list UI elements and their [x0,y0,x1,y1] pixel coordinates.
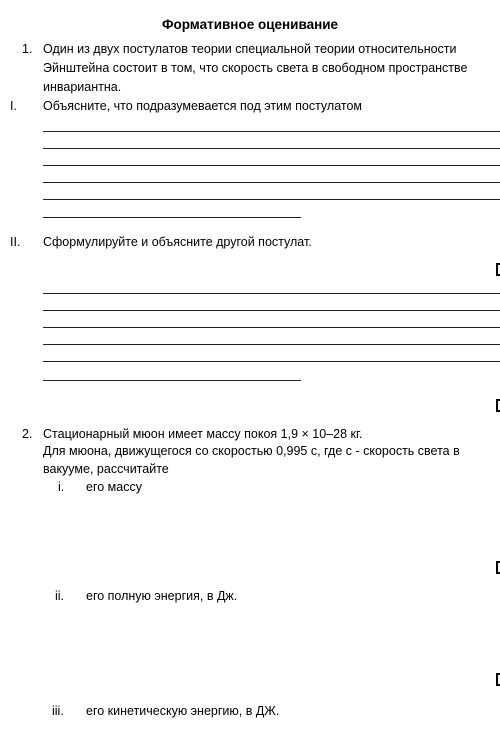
question-1-text-line-2: Эйнштейна состоит в том, что скорость света в свободном пространстве [43,61,468,75]
question-1-text-line-3: инвариантна. [43,80,122,94]
question-2-text-line-2: Для мюона, движущегося со скоростью 0,995 c, где с - скорость света в [43,444,460,458]
answer-line-short [43,380,301,381]
subpart-ii-number: ii. [55,589,65,603]
answer-line [43,131,500,132]
answer-line [43,182,500,183]
part-2-number: II. [10,235,21,249]
page-title: Формативное оценивание [161,17,339,32]
marks-bracket [496,263,500,276]
answer-line [43,344,500,345]
part-1-number: I. [10,99,17,113]
question-1-number: 1. [22,42,33,56]
answer-line [43,293,500,294]
question-2-text-line-1: Стационарный мюон имеет массу покоя 1,9 × 10–28 кг. [43,427,363,441]
subpart-iii-prompt: его кинетическую энергию, в ДЖ. [86,704,280,718]
answer-line-short [43,217,301,218]
answer-line [43,310,500,311]
marks-bracket [496,399,500,412]
question-1-text-line-1: Один из двух постулатов теории специальной теории относительности [43,42,457,56]
marks-bracket [496,561,500,574]
subpart-ii-prompt: его полную энергия, в Дж. [86,589,238,603]
answer-line [43,165,500,166]
question-2-text-line-3: вакууме, рассчитайте [43,462,169,476]
subpart-iii-number: iii. [52,704,64,718]
answer-line [43,327,500,328]
marks-bracket [496,673,500,686]
subpart-i-prompt: его массу [86,480,142,494]
answer-line [43,199,500,200]
answer-line [43,361,500,362]
part-1-prompt: Объясните, что подразумевается под этим постулатом [43,99,363,113]
answer-line [43,148,500,149]
question-2-number: 2. [22,427,33,441]
part-2-prompt: Сформулируйте и объясните другой постулат. [43,235,312,249]
subpart-i-number: i. [58,480,65,494]
